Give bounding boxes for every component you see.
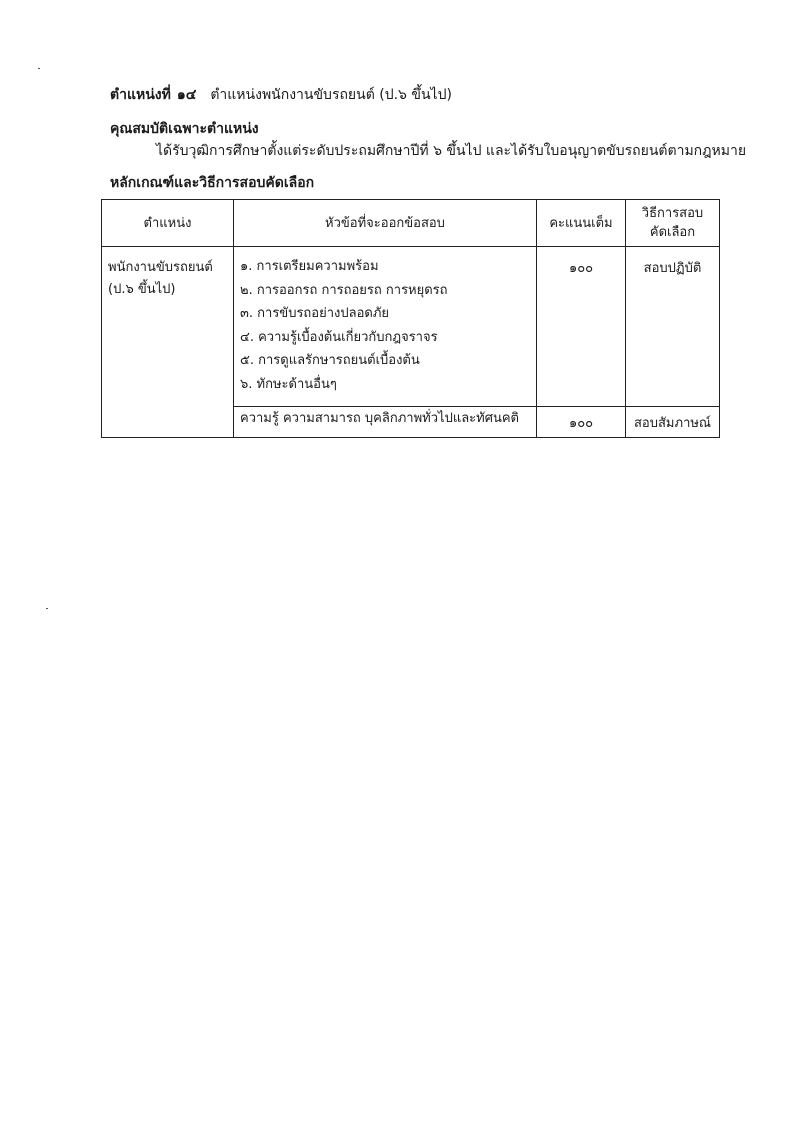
list-item: ๒. การออกรถ การถอยรถ การหยุดรถ: [240, 282, 448, 298]
header-position: ตำแหน่ง: [102, 200, 234, 247]
table-row: [102, 247, 720, 407]
position-cell: [102, 247, 234, 438]
position-cell-line1: พนักงานขับรถยนต์: [108, 260, 213, 275]
topics-cell: [234, 247, 537, 407]
qualifications-text: ได้รับวุฒิการศึกษาตั้งแต่ระดับประถมศึกษาปีที่ ๖ ขึ้นไป และได้รับใบอนุญาตขับรถยนต์ตามกฎหมาย: [156, 143, 747, 159]
position-title-line: [110, 85, 452, 105]
table-header-row: [102, 200, 720, 247]
topics-list: [234, 247, 536, 406]
header-method: [626, 200, 720, 247]
list-item: ๓. การขับรถอย่างปลอดภัย: [240, 306, 390, 321]
scan-speck: [38, 68, 40, 69]
position-cell-line2: (ป.๖ ขึ้นไป): [108, 282, 176, 297]
list-item: ๖. ทักษะด้านอื่นๆ: [240, 376, 337, 392]
interview-score-cell: ๑๐๐: [537, 407, 626, 438]
header-topics: หัวข้อที่จะออกข้อสอบ: [234, 200, 537, 247]
score-cell: ๑๐๐: [537, 247, 626, 407]
header-score: คะแนนเต็ม: [537, 200, 626, 247]
interview-method-cell: สอบสัมภาษณ์: [626, 407, 720, 438]
list-item: ๔. ความรู้เบื้องต้นเกี่ยวกับกฎจราจร: [240, 329, 438, 345]
scan-speck: [46, 608, 48, 609]
qualifications-heading: คุณสมบัติเฉพาะตำแหน่ง: [110, 121, 259, 137]
header-method-line1: วิธีการสอบ: [641, 206, 704, 221]
position-label: ตำแหน่งที่: [110, 87, 171, 103]
criteria-heading: หลักเกณฑ์และวิธีการสอบคัดเลือก: [110, 175, 315, 191]
position-title: ตำแหน่งพนักงานขับรถยนต์ (ป.๖ ขึ้นไป): [210, 87, 452, 103]
interview-topic-cell: ความรู้ ความสามารถ บุคลิกภาพทั่วไปและทัศนคติ: [234, 407, 537, 438]
header-method-line2: คัดเลือก: [649, 225, 696, 240]
list-item: ๕. การดูแลรักษารถยนต์เบื้องต้น: [240, 353, 420, 368]
position-number: ๑๔: [176, 87, 197, 103]
exam-criteria-table: [101, 199, 720, 438]
list-item: ๑. การเตรียมความพร้อม: [240, 259, 379, 274]
method-cell: สอบปฏิบัติ: [626, 247, 720, 407]
